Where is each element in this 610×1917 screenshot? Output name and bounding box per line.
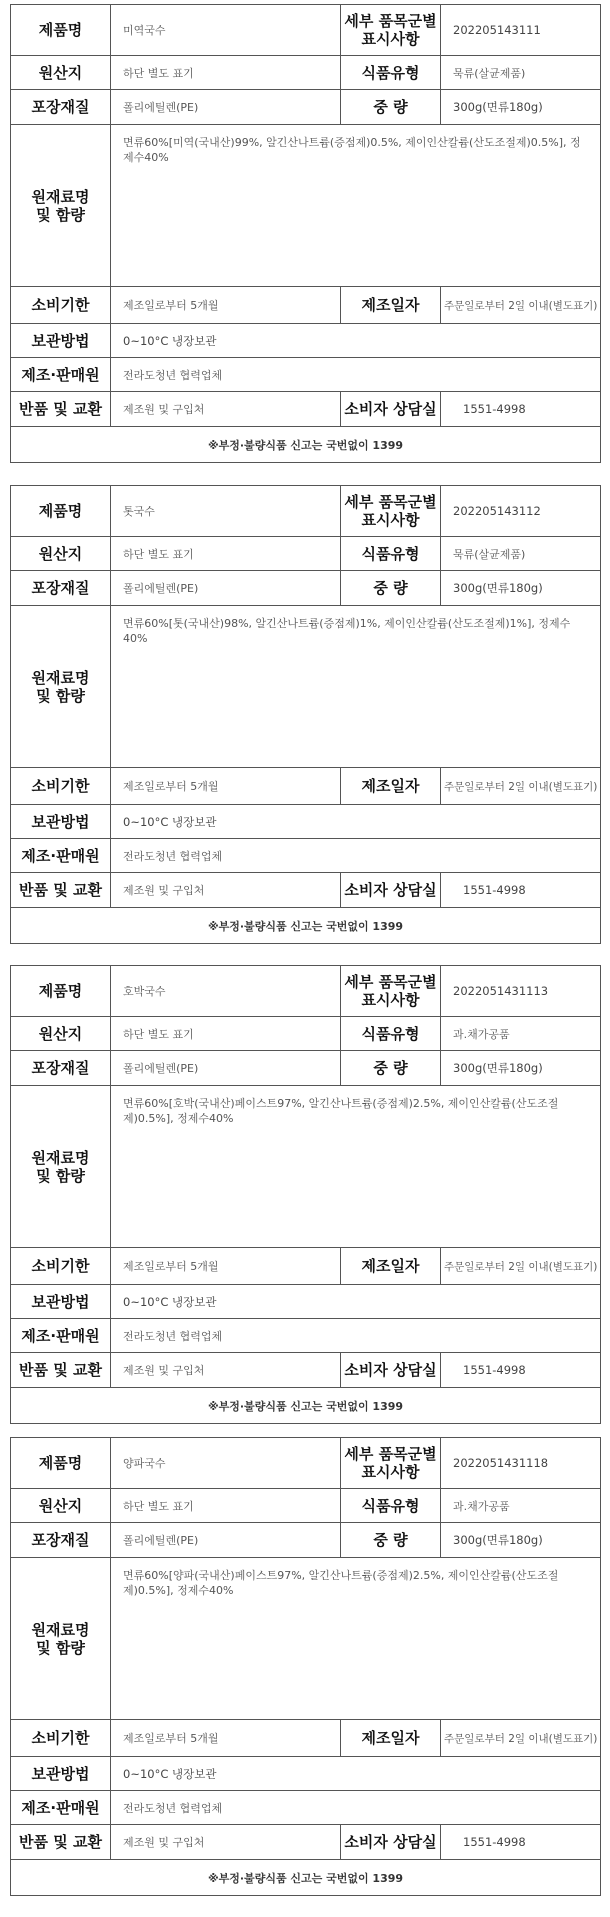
label-food-type: 식품유형 — [341, 537, 441, 571]
product-label-table — [10, 965, 601, 1424]
value-expiry: 제조일로부터 5개월 — [111, 287, 341, 324]
value-storage: 0~10°C 냉장보관 — [111, 324, 601, 358]
label-food-type: 식품유형 — [341, 1017, 441, 1051]
value-origin: 하단 별도 표기 — [111, 56, 341, 90]
value-ingredients: 면류60%[미역(국내산)99%, 알긴산나트륨(증점제)0.5%, 제이인산칼륨(산도조절제)0.5%], 정제수40% — [111, 125, 601, 287]
value-storage: 0~10°C 냉장보관 — [111, 1285, 601, 1319]
value-manufacturer: 전라도청년 협력업체 — [111, 1791, 601, 1825]
label-storage: 보관방법 — [11, 1285, 111, 1319]
label-origin: 원산지 — [11, 537, 111, 571]
value-consumer-phone: 1551-4998 — [441, 873, 601, 908]
label-detailed-classification: 세부 품목군별 표시사항 — [341, 966, 441, 1017]
value-report-number: 2022051431118 — [441, 1438, 601, 1489]
label-returns: 반품 및 교환 — [11, 392, 111, 427]
label-weight: 중 량 — [341, 1523, 441, 1558]
label-returns: 반품 및 교환 — [11, 1353, 111, 1388]
value-consumer-phone: 1551-4998 — [441, 1825, 601, 1860]
value-manufacturer: 전라도청년 협력업체 — [111, 358, 601, 392]
value-ingredients: 면류60%[양파(국내산)페이스트97%, 알긴산나트륨(증점제)2.5%, 제이인산칼륨(산도조절제)0.5%], 정제수40% — [111, 1558, 601, 1720]
label-expiry: 소비기한 — [11, 1248, 111, 1285]
report-notice: ※부정·불량식품 신고는 국번없이 1399 — [11, 427, 601, 463]
value-product-name: 미역국수 — [111, 5, 341, 56]
value-weight: 300g(면류180g) — [441, 571, 601, 606]
value-ingredients: 면류60%[호박(국내산)페이스트97%, 알긴산나트륨(증점제)2.5%, 제이인산칼륨(산도조절제)0.5%], 정제수40% — [111, 1086, 601, 1248]
value-packaging: 폴리에틸렌(PE) — [111, 90, 341, 125]
value-storage: 0~10°C 냉장보관 — [111, 1757, 601, 1791]
label-ingredients: 원재료명 및 함량 — [11, 125, 111, 287]
label-storage: 보관방법 — [11, 1757, 111, 1791]
label-detailed-classification: 세부 품목군별 표시사항 — [341, 5, 441, 56]
label-product-name: 제품명 — [11, 966, 111, 1017]
label-product-name: 제품명 — [11, 5, 111, 56]
label-origin: 원산지 — [11, 56, 111, 90]
label-consumer-center: 소비자 상담실 — [341, 392, 441, 427]
label-storage: 보관방법 — [11, 324, 111, 358]
value-weight: 300g(면류180g) — [441, 1051, 601, 1086]
label-detailed-classification: 세부 품목군별 표시사항 — [341, 1438, 441, 1489]
value-storage: 0~10°C 냉장보관 — [111, 805, 601, 839]
value-returns: 제조원 및 구입처 — [111, 873, 341, 908]
label-food-type: 식품유형 — [341, 1489, 441, 1523]
value-weight: 300g(면류180g) — [441, 1523, 601, 1558]
label-consumer-center: 소비자 상담실 — [341, 1353, 441, 1388]
label-manufacture-date: 제조일자 — [341, 287, 441, 324]
product-label-table — [10, 485, 601, 944]
label-weight: 중 량 — [341, 90, 441, 125]
value-report-number: 2022051431113 — [441, 966, 601, 1017]
label-packaging: 포장재질 — [11, 90, 111, 125]
label-packaging: 포장재질 — [11, 1051, 111, 1086]
label-manufacture-date: 제조일자 — [341, 768, 441, 805]
product-label-table — [10, 4, 601, 463]
value-food-type: 묵류(살균제품) — [441, 537, 601, 571]
report-notice: ※부정·불량식품 신고는 국번없이 1399 — [11, 908, 601, 944]
value-manufacturer: 전라도청년 협력업체 — [111, 839, 601, 873]
value-weight: 300g(면류180g) — [441, 90, 601, 125]
value-expiry: 제조일로부터 5개월 — [111, 1720, 341, 1757]
label-manufacture-date: 제조일자 — [341, 1248, 441, 1285]
value-consumer-phone: 1551-4998 — [441, 1353, 601, 1388]
report-notice: ※부정·불량식품 신고는 국번없이 1399 — [11, 1388, 601, 1424]
label-product-name: 제품명 — [11, 1438, 111, 1489]
label-detailed-classification: 세부 품목군별 표시사항 — [341, 486, 441, 537]
value-food-type: 과.채가공품 — [441, 1489, 601, 1523]
label-manufacture-date: 제조일자 — [341, 1720, 441, 1757]
value-manufacturer: 전라도청년 협력업체 — [111, 1319, 601, 1353]
value-manufacture-date: 주문일로부터 2일 이내(별도표기) — [441, 768, 601, 805]
value-product-name: 톳국수 — [111, 486, 341, 537]
label-expiry: 소비기한 — [11, 1720, 111, 1757]
value-food-type: 과.채가공품 — [441, 1017, 601, 1051]
value-packaging: 폴리에틸렌(PE) — [111, 571, 341, 606]
value-consumer-phone: 1551-4998 — [441, 392, 601, 427]
label-weight: 중 량 — [341, 571, 441, 606]
label-expiry: 소비기한 — [11, 768, 111, 805]
label-returns: 반품 및 교환 — [11, 1825, 111, 1860]
value-packaging: 폴리에틸렌(PE) — [111, 1523, 341, 1558]
label-returns: 반품 및 교환 — [11, 873, 111, 908]
label-ingredients: 원재료명 및 함량 — [11, 606, 111, 768]
value-manufacture-date: 주문일로부터 2일 이내(별도표기) — [441, 1720, 601, 1757]
label-ingredients: 원재료명 및 함량 — [11, 1086, 111, 1248]
label-packaging: 포장재질 — [11, 571, 111, 606]
label-manufacturer: 제조·판매원 — [11, 358, 111, 392]
value-expiry: 제조일로부터 5개월 — [111, 1248, 341, 1285]
label-manufacturer: 제조·판매원 — [11, 1791, 111, 1825]
label-expiry: 소비기한 — [11, 287, 111, 324]
value-report-number: 202205143112 — [441, 486, 601, 537]
value-expiry: 제조일로부터 5개월 — [111, 768, 341, 805]
label-origin: 원산지 — [11, 1489, 111, 1523]
label-consumer-center: 소비자 상담실 — [341, 1825, 441, 1860]
label-storage: 보관방법 — [11, 805, 111, 839]
label-food-type: 식품유형 — [341, 56, 441, 90]
report-notice: ※부정·불량식품 신고는 국번없이 1399 — [11, 1860, 601, 1896]
value-returns: 제조원 및 구입처 — [111, 1825, 341, 1860]
value-report-number: 202205143111 — [441, 5, 601, 56]
value-origin: 하단 별도 표기 — [111, 1017, 341, 1051]
value-manufacture-date: 주문일로부터 2일 이내(별도표기) — [441, 1248, 601, 1285]
value-packaging: 폴리에틸렌(PE) — [111, 1051, 341, 1086]
label-origin: 원산지 — [11, 1017, 111, 1051]
product-label-table — [10, 1437, 601, 1896]
value-origin: 하단 별도 표기 — [111, 1489, 341, 1523]
label-ingredients: 원재료명 및 함량 — [11, 1558, 111, 1720]
label-packaging: 포장재질 — [11, 1523, 111, 1558]
value-product-name: 양파국수 — [111, 1438, 341, 1489]
value-returns: 제조원 및 구입처 — [111, 392, 341, 427]
label-manufacturer: 제조·판매원 — [11, 1319, 111, 1353]
label-manufacturer: 제조·판매원 — [11, 839, 111, 873]
label-weight: 중 량 — [341, 1051, 441, 1086]
value-ingredients: 면류60%[톳(국내산)98%, 알긴산나트륨(증점제)1%, 제이인산칼륨(산도조절제)1%], 정제수40% — [111, 606, 601, 768]
value-product-name: 호박국수 — [111, 966, 341, 1017]
value-origin: 하단 별도 표기 — [111, 537, 341, 571]
value-manufacture-date: 주문일로부터 2일 이내(별도표기) — [441, 287, 601, 324]
value-food-type: 묵류(살균제품) — [441, 56, 601, 90]
value-returns: 제조원 및 구입처 — [111, 1353, 341, 1388]
label-consumer-center: 소비자 상담실 — [341, 873, 441, 908]
label-product-name: 제품명 — [11, 486, 111, 537]
